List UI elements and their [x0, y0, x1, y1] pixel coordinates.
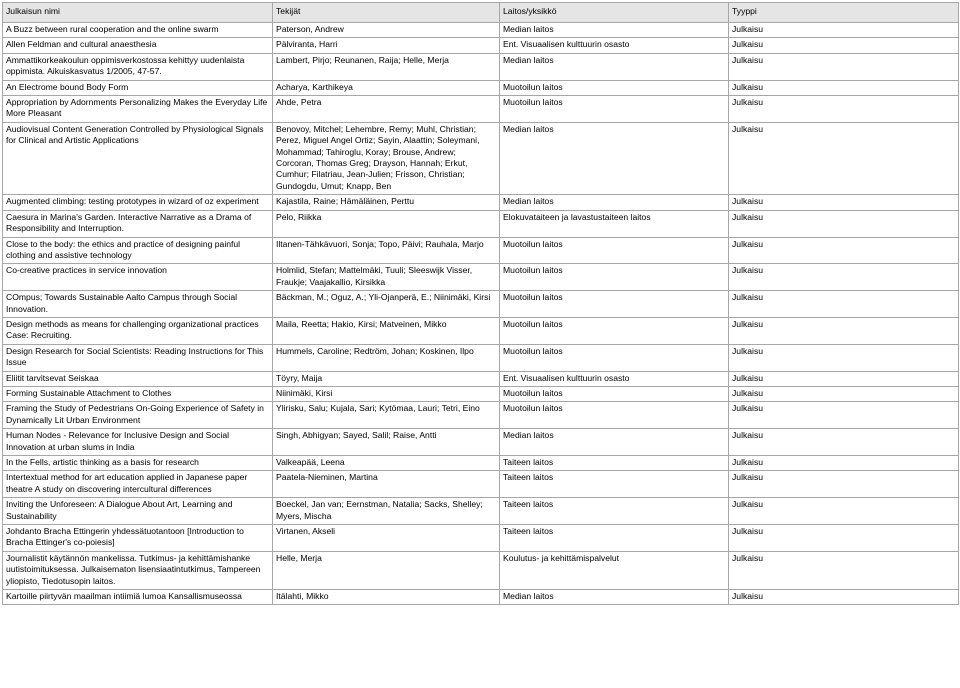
- cell-authors: Bäckman, M.; Oguz, A.; Yli-Ojanperä, E.; Niinimäki, Kirsi: [273, 291, 500, 318]
- table-body: [3, 23, 959, 605]
- cell-title: Co-creative practices in service innovation: [3, 264, 273, 291]
- cell-type: Julkaisu: [729, 590, 959, 605]
- cell-type: Julkaisu: [729, 344, 959, 371]
- table-row: [3, 590, 959, 605]
- cell-title: A Buzz between rural cooperation and the online swarm: [3, 23, 273, 38]
- cell-title: Forming Sustainable Attachment to Clothes: [3, 386, 273, 401]
- cell-type: Julkaisu: [729, 402, 959, 429]
- cell-department: Median laitos: [500, 195, 729, 210]
- cell-type: Julkaisu: [729, 429, 959, 456]
- cell-authors: Lambert, Pirjo; Reunanen, Raija; Helle, Merja: [273, 53, 500, 80]
- cell-department: Muotoilun laitos: [500, 264, 729, 291]
- table-row: [3, 551, 959, 589]
- table-row: [3, 237, 959, 264]
- cell-department: Muotoilun laitos: [500, 386, 729, 401]
- table-row: [3, 386, 959, 401]
- cell-department: Elokuvataiteen ja lavastustaiteen laitos: [500, 210, 729, 237]
- table-row: [3, 525, 959, 552]
- table-row: [3, 264, 959, 291]
- cell-department: Muotoilun laitos: [500, 317, 729, 344]
- cell-type: Julkaisu: [729, 456, 959, 471]
- cell-type: Julkaisu: [729, 471, 959, 498]
- cell-type: Julkaisu: [729, 498, 959, 525]
- cell-department: Median laitos: [500, 590, 729, 605]
- cell-title: Intertextual method for art education applied in Japanese paper theatre A study on discovering intercultural differences: [3, 471, 273, 498]
- cell-authors: Virtanen, Akseli: [273, 525, 500, 552]
- cell-type: Julkaisu: [729, 23, 959, 38]
- cell-type: Julkaisu: [729, 291, 959, 318]
- table-row: [3, 80, 959, 95]
- table-row: [3, 498, 959, 525]
- table-row: [3, 53, 959, 80]
- cell-type: Julkaisu: [729, 264, 959, 291]
- cell-title: Allen Feldman and cultural anaesthesia: [3, 38, 273, 53]
- table-row: [3, 471, 959, 498]
- header-title: Julkaisun nimi: [3, 3, 273, 23]
- cell-title: Journalistit käytännön mankelissa. Tutkimus- ja kehittämishanke uutistoimituksessa. Julkaisematon lisensiaatintutkimus, Tampereen yliopisto, Tiedotusopin laitos.: [3, 551, 273, 589]
- cell-authors: Ahde, Petra: [273, 96, 500, 123]
- cell-type: Julkaisu: [729, 525, 959, 552]
- cell-title: Design Research for Social Scientists: Reading Instructions for This Issue: [3, 344, 273, 371]
- cell-authors: Valkeapää, Leena: [273, 456, 500, 471]
- cell-department: Koulutus- ja kehittämispalvelut: [500, 551, 729, 589]
- cell-authors: Maila, Reetta; Hakio, Kirsi; Matveinen, Mikko: [273, 317, 500, 344]
- cell-authors: Töyry, Maija: [273, 371, 500, 386]
- table-row: [3, 210, 959, 237]
- cell-department: Muotoilun laitos: [500, 237, 729, 264]
- table-row: [3, 317, 959, 344]
- cell-title: Close to the body: the ethics and practice of designing painful clothing and assistive technology: [3, 237, 273, 264]
- cell-title: In the Fells, artistic thinking as a basis for research: [3, 456, 273, 471]
- cell-title: Appropriation by Adornments Personalizing Makes the Everyday Life More Pleasant: [3, 96, 273, 123]
- cell-type: Julkaisu: [729, 96, 959, 123]
- cell-title: An Electrome bound Body Form: [3, 80, 273, 95]
- cell-authors: Kajastila, Raine; Hämäläinen, Perttu: [273, 195, 500, 210]
- cell-authors: Paterson, Andrew: [273, 23, 500, 38]
- cell-department: Median laitos: [500, 429, 729, 456]
- cell-department: Median laitos: [500, 23, 729, 38]
- cell-authors: Singh, Abhigyan; Sayed, Salil; Raise, Antti: [273, 429, 500, 456]
- cell-title: Ammattikorkeakoulun oppimisverkostossa kehittyy uudenlaista oppimista. Aikuiskasvatus 1/2005, 47-57.: [3, 53, 273, 80]
- cell-title: Framing the Study of Pedestrians On-Going Experience of Safety in Dynamically Lit Urban Environment: [3, 402, 273, 429]
- header-department: Laitos/yksikkö: [500, 3, 729, 23]
- cell-type: Julkaisu: [729, 237, 959, 264]
- cell-department: Taiteen laitos: [500, 456, 729, 471]
- cell-type: Julkaisu: [729, 38, 959, 53]
- cell-department: Median laitos: [500, 122, 729, 194]
- table-row: [3, 456, 959, 471]
- cell-department: Muotoilun laitos: [500, 96, 729, 123]
- cell-type: Julkaisu: [729, 386, 959, 401]
- cell-title: Inviting the Unforeseen: A Dialogue About Art, Learning and Sustainability: [3, 498, 273, 525]
- table-row: [3, 122, 959, 194]
- cell-authors: Ylirisku, Salu; Kujala, Sari; Kytömaa, Lauri; Tetri, Eino: [273, 402, 500, 429]
- cell-department: Muotoilun laitos: [500, 402, 729, 429]
- header-row: [3, 3, 959, 23]
- table-row: [3, 195, 959, 210]
- cell-title: Audiovisual Content Generation Controlled by Physiological Signals for Clinical and Artistic Applications: [3, 122, 273, 194]
- cell-type: Julkaisu: [729, 80, 959, 95]
- cell-authors: Benovoy, Mitchel; Lehembre, Remy; Muhl, Christian; Perez, Miguel Angel Ortiz; Sayin, Alaattin; Soleymani, Mohammad; Tahiroglu, Koray; Brouse, Andrew; Corcoran, Thomas Greg; Drayson, Hannah; Erkut, Cumhur; Filatriau, Jean-Julien; Frisson, Christian; Gundogdu, Umut; Knapp, Ben: [273, 122, 500, 194]
- cell-authors: Itälahti, Mikko: [273, 590, 500, 605]
- cell-authors: Holmlid, Stefan; Mattelmäki, Tuuli; Sleeswijk Visser, Fraukje; Vaajakallio, Kirsikka: [273, 264, 500, 291]
- cell-type: Julkaisu: [729, 551, 959, 589]
- table-row: [3, 38, 959, 53]
- table-row: [3, 429, 959, 456]
- cell-title: Eliitit tarvitsevat Seiskaa: [3, 371, 273, 386]
- cell-authors: Iltanen-Tähkävuori, Sonja; Topo, Päivi; Rauhala, Marjo: [273, 237, 500, 264]
- cell-title: Design methods as means for challenging organizational practices Case: Recruiting.: [3, 317, 273, 344]
- header-authors: Tekijät: [273, 3, 500, 23]
- table-row: [3, 344, 959, 371]
- cell-department: Muotoilun laitos: [500, 344, 729, 371]
- cell-authors: Acharya, Karthikeya: [273, 80, 500, 95]
- cell-department: Muotoilun laitos: [500, 291, 729, 318]
- cell-authors: Boeckel, Jan van; Eernstman, Natalia; Sacks, Shelley; Myers, Mischa: [273, 498, 500, 525]
- cell-authors: Niinimäki, Kirsi: [273, 386, 500, 401]
- header-type: Tyyppi: [729, 3, 959, 23]
- table-row: [3, 96, 959, 123]
- cell-type: Julkaisu: [729, 317, 959, 344]
- cell-title: Kartoille piirtyvän maailman intiimiä lumoa Kansallismuseossa: [3, 590, 273, 605]
- cell-type: Julkaisu: [729, 53, 959, 80]
- table-row: [3, 402, 959, 429]
- table-row: [3, 371, 959, 386]
- cell-department: Taiteen laitos: [500, 498, 729, 525]
- cell-department: Taiteen laitos: [500, 471, 729, 498]
- cell-type: Julkaisu: [729, 122, 959, 194]
- cell-title: COmpus; Towards Sustainable Aalto Campus through Social Innovation.: [3, 291, 273, 318]
- cell-title: Caesura in Marina's Garden. Interactive Narrative as a Drama of Responsibility and Interruption.: [3, 210, 273, 237]
- cell-title: Augmented climbing: testing prototypes in wizard of oz experiment: [3, 195, 273, 210]
- cell-title: Human Nodes - Relevance for Inclusive Design and Social Innovation at urban slums in India: [3, 429, 273, 456]
- cell-authors: Pelo, Riikka: [273, 210, 500, 237]
- cell-type: Julkaisu: [729, 210, 959, 237]
- cell-department: Median laitos: [500, 53, 729, 80]
- table-row: [3, 23, 959, 38]
- table-row: [3, 291, 959, 318]
- cell-department: Muotoilun laitos: [500, 80, 729, 95]
- cell-department: Ent. Visuaalisen kulttuurin osasto: [500, 371, 729, 386]
- cell-authors: Paatela-Nieminen, Martina: [273, 471, 500, 498]
- cell-department: Taiteen laitos: [500, 525, 729, 552]
- cell-department: Ent. Visuaalisen kulttuurin osasto: [500, 38, 729, 53]
- cell-type: Julkaisu: [729, 371, 959, 386]
- cell-title: Johdanto Bracha Ettingerin yhdessätuotantoon [Introduction to Bracha Ettinger's co-poiesis]: [3, 525, 273, 552]
- cell-authors: Helle, Merja: [273, 551, 500, 589]
- publications-table: [2, 2, 959, 605]
- cell-authors: Hummels, Caroline; Redtröm, Johan; Koskinen, Ilpo: [273, 344, 500, 371]
- cell-authors: Pälviranta, Harri: [273, 38, 500, 53]
- cell-type: Julkaisu: [729, 195, 959, 210]
